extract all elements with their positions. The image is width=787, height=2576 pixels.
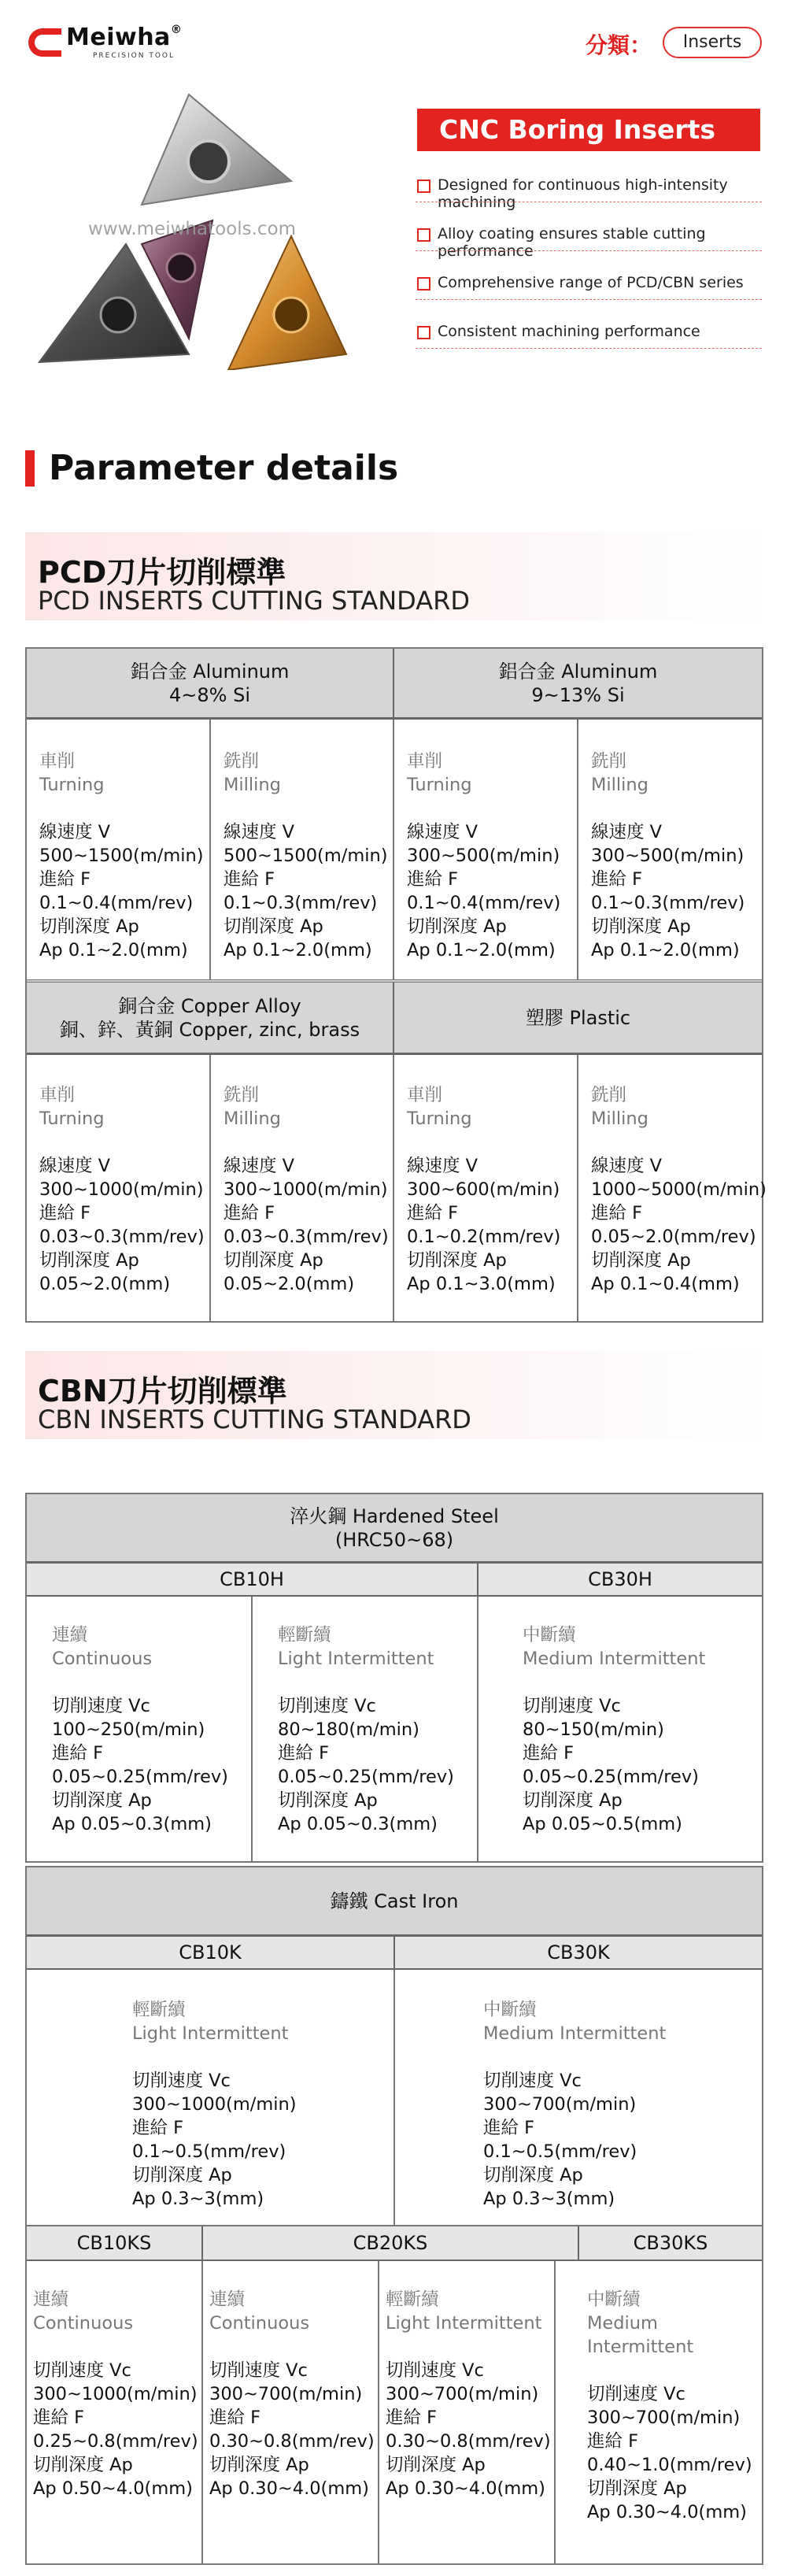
cutting-spec-cell: 連續 Continuous 切削速度 Vc 300~1000(m/min) 進給 F 0.25~0.8(mm/rev) 切削深度 Ap Ap 0.50~4.0(mm) bbox=[27, 2261, 203, 2563]
cutting-spec-cell: 銑削 Milling 線速度 V 300~500(m/min) 進給 F 0.1~0.3(mm/rev) 切削深度 Ap Ap 0.1~2.0(mm) bbox=[591, 751, 745, 960]
table-header-row bbox=[27, 1867, 762, 1937]
grade-label: CB10K bbox=[27, 1937, 395, 1968]
cbn-castiron-table bbox=[25, 1866, 763, 2565]
table-data-row bbox=[27, 1970, 762, 2226]
feature-item: Consistent machining performance bbox=[417, 323, 700, 340]
cutting-spec-cell: 銑削 Milling 線速度 V 300~1000(m/min) 進給 F 0.03~0.3(mm/rev) 切削深度 Ap 0.05~2.0(mm) bbox=[211, 1055, 394, 1321]
table-data-row bbox=[27, 1055, 767, 1321]
grade-label: CB30KS bbox=[579, 2226, 762, 2260]
grade-row bbox=[27, 2226, 762, 2261]
table-header-row bbox=[27, 1494, 762, 1564]
logo-mark-icon bbox=[24, 27, 61, 58]
grade-label: CB30K bbox=[395, 1937, 762, 1968]
cutting-spec-cell: 輕斷續 Light Intermittent 切削速度 Vc 300~1000(m/min) 進給 F 0.1~0.5(mm/rev) 切削深度 Ap Ap 0.3~3(mm) bbox=[27, 1970, 395, 2225]
table-data-row bbox=[27, 1597, 762, 1861]
section-title: Parameter details bbox=[25, 450, 398, 487]
pcd-title-en: PCD INSERTS CUTTING STANDARD bbox=[38, 586, 470, 616]
cutting-spec-cell: 輕斷續 Light Intermittent 切削速度 Vc 300~700(m/min) 進給 F 0.30~0.8(mm/rev) 切削深度 Ap Ap 0.30~4.0(mm) bbox=[379, 2261, 556, 2563]
cbn-hardened-table bbox=[25, 1493, 763, 1863]
hero-title: CNC Boring Inserts bbox=[417, 109, 760, 151]
table-header-row bbox=[27, 983, 762, 1055]
feature-divider bbox=[416, 348, 762, 349]
table-data-row bbox=[27, 720, 762, 979]
material-header: 淬火鋼 Hardened Steel (HRC50~68) bbox=[27, 1494, 762, 1561]
grade-row bbox=[27, 1564, 762, 1597]
cutting-spec-cell: 銑削 Milling 線速度 V 1000~5000(m/min) 進給 F 0.05~2.0(mm/rev) 切削深度 Ap Ap 0.1~0.4(mm) bbox=[591, 1085, 767, 1294]
brand-name: Meiwha® bbox=[66, 24, 183, 51]
material-header: 鑄鐵 Cast Iron bbox=[27, 1867, 762, 1934]
pcd-standard-heading bbox=[25, 532, 765, 620]
cbn-standard-heading bbox=[25, 1351, 765, 1439]
material-header: 塑膠 Plastic bbox=[394, 983, 762, 1053]
watermark-text: www.meiwhatools.com bbox=[88, 219, 297, 239]
cutting-spec-cell: 連續 Continuous 切削速度 Vc 300~700(m/min) 進給 F 0.30~0.8(mm/rev) 切削深度 Ap Ap 0.30~4.0(mm) bbox=[203, 2261, 379, 2563]
cutting-spec-cell: 輕斷續 Light Intermittent 切削速度 Vc 80~180(m/min) 進給 F 0.05~0.25(mm/rev) 切削深度 Ap Ap 0.05~0.3(mm) bbox=[253, 1597, 478, 1861]
feature-item: Alloy coating ensures stable cutting performance bbox=[417, 225, 787, 260]
material-header: 鋁合金 Aluminum 4~8% Si bbox=[27, 649, 394, 717]
table-data-row bbox=[27, 2261, 762, 2563]
grade-label: CB20KS bbox=[203, 2226, 579, 2260]
category-label: 分類： bbox=[586, 32, 652, 58]
grade-label: CB30H bbox=[478, 1564, 762, 1595]
cutting-spec-cell: 中斷續 Medium Intermittent 切削速度 Vc 300~700(m/min) 進給 F 0.40~1.0(mm/rev) 切削深度 Ap Ap 0.30~4.0(mm) bbox=[587, 2289, 752, 2522]
feature-divider bbox=[416, 299, 762, 300]
pcd-title-cn: PCD刀片切削標準 bbox=[38, 555, 286, 590]
cbn-title-en: CBN INSERTS CUTTING STANDARD bbox=[38, 1405, 471, 1434]
feature-divider bbox=[416, 250, 762, 251]
brand-subtitle: PRECISION TOOL bbox=[93, 52, 176, 60]
table-header-row bbox=[27, 649, 762, 720]
cutting-spec-cell: 車削 Turning 線速度 V 300~500(m/min) 進給 F 0.1~0.4(mm/rev) 切削深度 Ap Ap 0.1~2.0(mm) bbox=[394, 720, 578, 979]
material-header: 鋁合金 Aluminum 9~13% Si bbox=[394, 649, 762, 717]
pcd-table bbox=[25, 647, 767, 1323]
brand-logo[interactable] bbox=[24, 24, 205, 65]
grade-row bbox=[27, 1937, 762, 1970]
cutting-spec-cell: 中斷續 Medium Intermittent 切削速度 Vc 300~700(m/min) 進給 F 0.1~0.5(mm/rev) 切削深度 Ap Ap 0.3~3(mm) bbox=[483, 2000, 667, 2209]
grade-label: CB10H bbox=[27, 1564, 478, 1595]
cutting-spec-cell: 連續 Continuous 切削速度 Vc 100~250(m/min) 進給 F 0.05~0.25(mm/rev) 切削深度 Ap Ap 0.05~0.3(mm) bbox=[27, 1597, 253, 1861]
cutting-spec-cell: 車削 Turning 線速度 V 300~1000(m/min) 進給 F 0.03~0.3(mm/rev) 切削深度 Ap 0.05~2.0(mm) bbox=[27, 1055, 211, 1321]
cutting-spec-cell: 車削 Turning 線速度 V 300~600(m/min) 進給 F 0.1~0.2(mm/rev) 切削深度 Ap Ap 0.1~3.0(mm) bbox=[394, 1055, 578, 1321]
feature-item: Designed for continuous high-intensity machining bbox=[417, 176, 787, 211]
category-tag[interactable]: Inserts bbox=[663, 27, 762, 58]
cutting-spec-cell: 中斷續 Medium Intermittent 切削速度 Vc 80~150(m/min) 進給 F 0.05~0.25(mm/rev) 切削深度 Ap Ap 0.05~0.5(mm) bbox=[523, 1625, 706, 1834]
material-header: 銅合金 Copper Alloy 銅、鋅、黃銅 Copper, zinc, brass bbox=[27, 983, 394, 1053]
cutting-spec-cell: 銑削 Milling 線速度 V 500~1500(m/min) 進給 F 0.1~0.3(mm/rev) 切削深度 Ap Ap 0.1~2.0(mm) bbox=[211, 720, 394, 979]
cbn-title-cn: CBN刀片切削標準 bbox=[38, 1374, 287, 1408]
feature-item: Comprehensive range of PCD/CBN series bbox=[417, 274, 744, 291]
grade-label: CB10KS bbox=[27, 2226, 203, 2260]
cutting-spec-cell: 車削 Turning 線速度 V 500~1500(m/min) 進給 F 0.1~0.4(mm/rev) 切削深度 Ap Ap 0.1~2.0(mm) bbox=[27, 720, 211, 979]
